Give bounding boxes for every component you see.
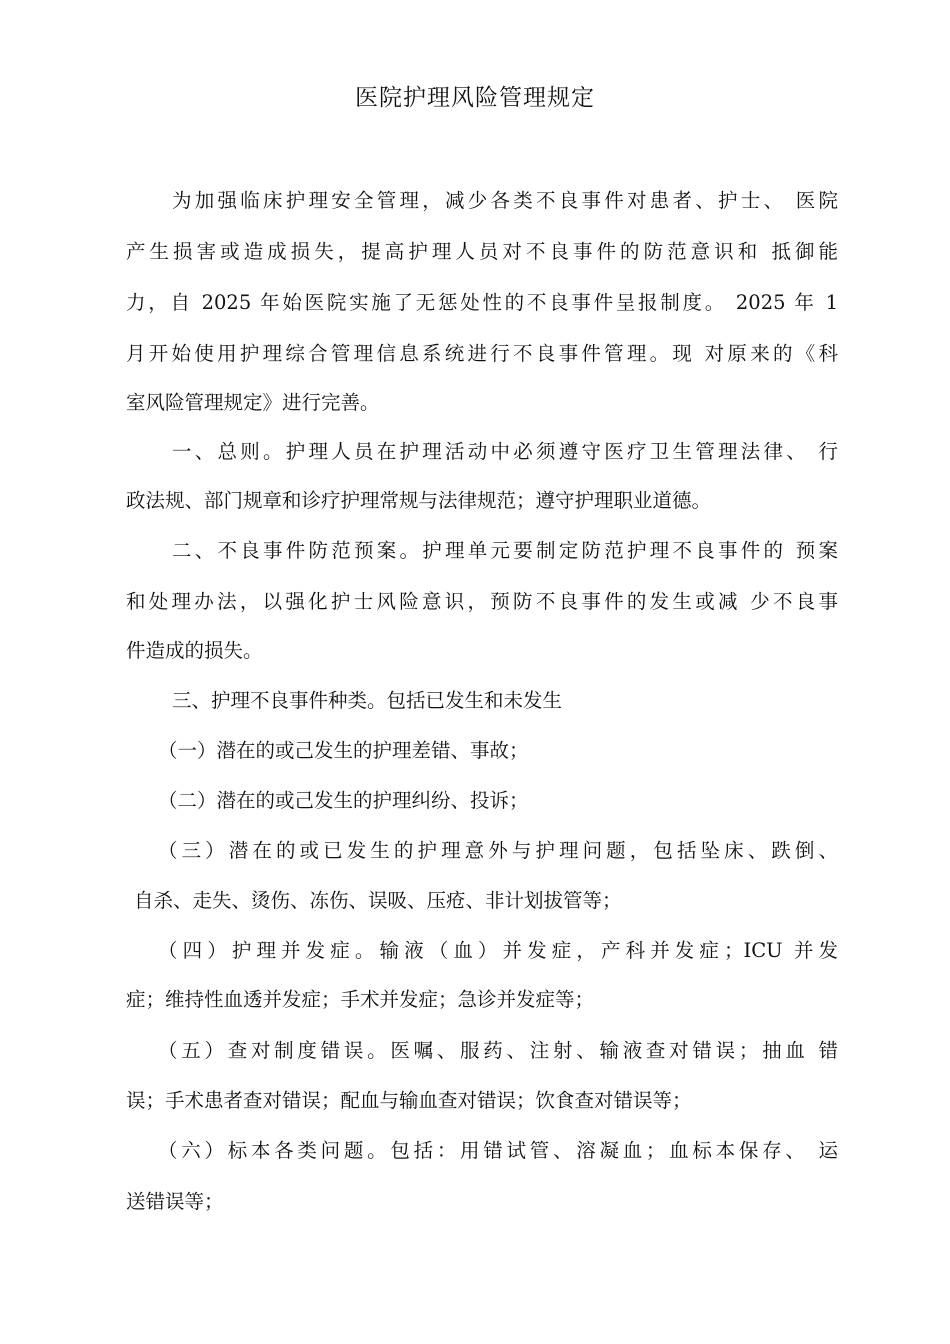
paragraph-line: 三、护理不良事件种类。包括已发生和未发生 (172, 689, 563, 712)
paragraph-line: 月开始使用护理综合管理信息系统进行不良事件管理。现 对原来的《科 (126, 342, 838, 365)
paragraph-line: 室风险管理规定》进行完善。 (126, 391, 380, 414)
list-item: （二）潜在的或己发生的护理纠纷、投诉； (158, 789, 529, 812)
list-item: （六）标本各类问题。包括：用错试管、溶凝血；血标本保存、 运 (158, 1139, 838, 1162)
paragraph-line: 一、总则。护理人员在护理活动中必须遵守医疗卫生管理法律、 行 (172, 440, 838, 463)
paragraph-line: 和处理办法，以强化护士风险意识，预防不良事件的发生或减 少不良事 (126, 590, 838, 613)
paragraph-line: 政法规、部门规章和诊疗护理常规与法律规范；遵守护理职业道德。 (126, 489, 712, 512)
list-item: 症；维持性血透并发症；手术并发症；急诊并发症等； (126, 988, 595, 1011)
list-item: （五）查对制度错误。医嘱、服药、注射、输液查对错误；抽血 错 (158, 1039, 838, 1062)
paragraph-line: 力，自 2025 年始医院实施了无惩处性的不良事件呈报制度。 2025 年 1 (126, 291, 838, 314)
paragraph-line: 产生损害或造成损失，提高护理人员对不良事件的防范意识和 抵御能 (126, 240, 838, 263)
paragraph-line: 为加强临床护理安全管理，减少各类不良事件对患者、护士、 医院 (172, 189, 838, 212)
list-item: （一）潜在的或己发生的护理差错、事故； (158, 739, 529, 762)
list-item: 送错误等； (126, 1190, 224, 1213)
list-item: 自杀、走失、烫伤、冻伤、误吸、压疮、非计划拔管等； (134, 889, 622, 912)
document-title: 医院护理风险管理规定 (355, 85, 595, 111)
paragraph-line: 件造成的损失。 (126, 639, 263, 662)
list-item: （四）护理并发症。输液（血）并发症，产科并发症；ICU 并发 (158, 939, 838, 962)
list-item: （三）潜在的或已发生的护理意外与护理问题，包括坠床、跌倒、 (158, 839, 838, 862)
list-item: 误；手术患者查对错误；配血与输血查对错误；饮食查对错误等； (126, 1089, 692, 1112)
paragraph-line: 二、不良事件防范预案。护理单元要制定防范护理不良事件的 预案 (172, 539, 838, 562)
